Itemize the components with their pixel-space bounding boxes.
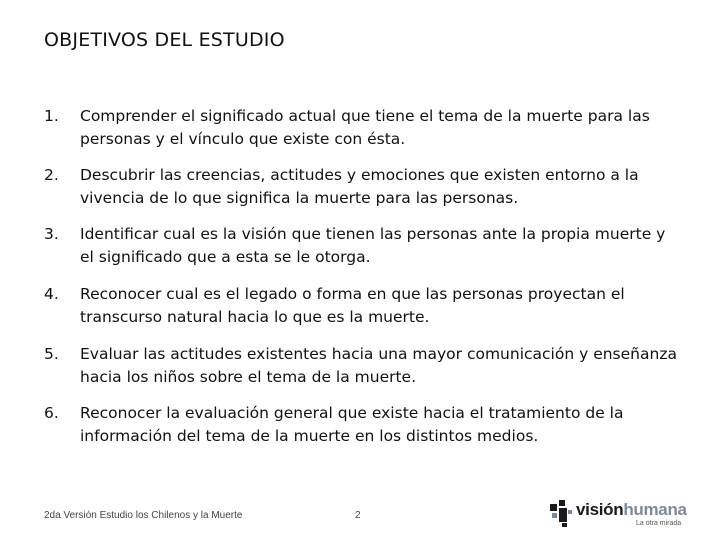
list-item-text: Evaluar las actitudes existentes hacia una mayor comunicación y enseñanza hacia los niños sobre el tema de la muerte. (80, 345, 677, 386)
list-item-number: 2. (44, 166, 59, 184)
list-item-number: 6. (44, 404, 59, 422)
list-item-text: Identificar cual es la visión que tienen las personas ante la propia muerte y el significado que a esta se le otorga. (80, 225, 666, 266)
vision-humana-logo (548, 498, 688, 532)
list-item (44, 283, 684, 329)
list-item-text: Reconocer cual es el legado o forma en que las personas proyectan el transcurso natural hacia lo que es la muerte. (80, 285, 625, 326)
list-item-number: 4. (44, 285, 59, 303)
logo-mark-icon (548, 498, 574, 528)
list-item (44, 223, 684, 269)
list-item (44, 105, 684, 151)
logo-tagline: La otra mirada (636, 520, 682, 527)
logo-word-humana: humana (623, 500, 687, 519)
list-item (44, 402, 684, 448)
page-number: 2 (355, 510, 361, 521)
slide-title: OBJETIVOS DEL ESTUDIO (44, 29, 285, 51)
list-item-text: Comprender el significado actual que tiene el tema de la muerte para las personas y el vínculo que existe con ésta. (80, 107, 650, 148)
list-item (44, 343, 684, 389)
footer-text: 2da Versión Estudio los Chilenos y la Muerte (44, 510, 243, 521)
list-item-number: 3. (44, 225, 59, 243)
list-item-number: 1. (44, 107, 59, 125)
list-item-text: Reconocer la evaluación general que existe hacia el tratamiento de la información del tema de la muerte en los distintos medios. (80, 404, 624, 445)
list-item-number: 5. (44, 345, 59, 363)
logo-wordmark (576, 500, 687, 520)
list-item-text: Descubrir las creencias, actitudes y emociones que existen entorno a la vivencia de lo que significa la muerte para las personas. (80, 166, 639, 207)
logo-word-vision: visión (576, 500, 624, 519)
list-item (44, 164, 684, 210)
